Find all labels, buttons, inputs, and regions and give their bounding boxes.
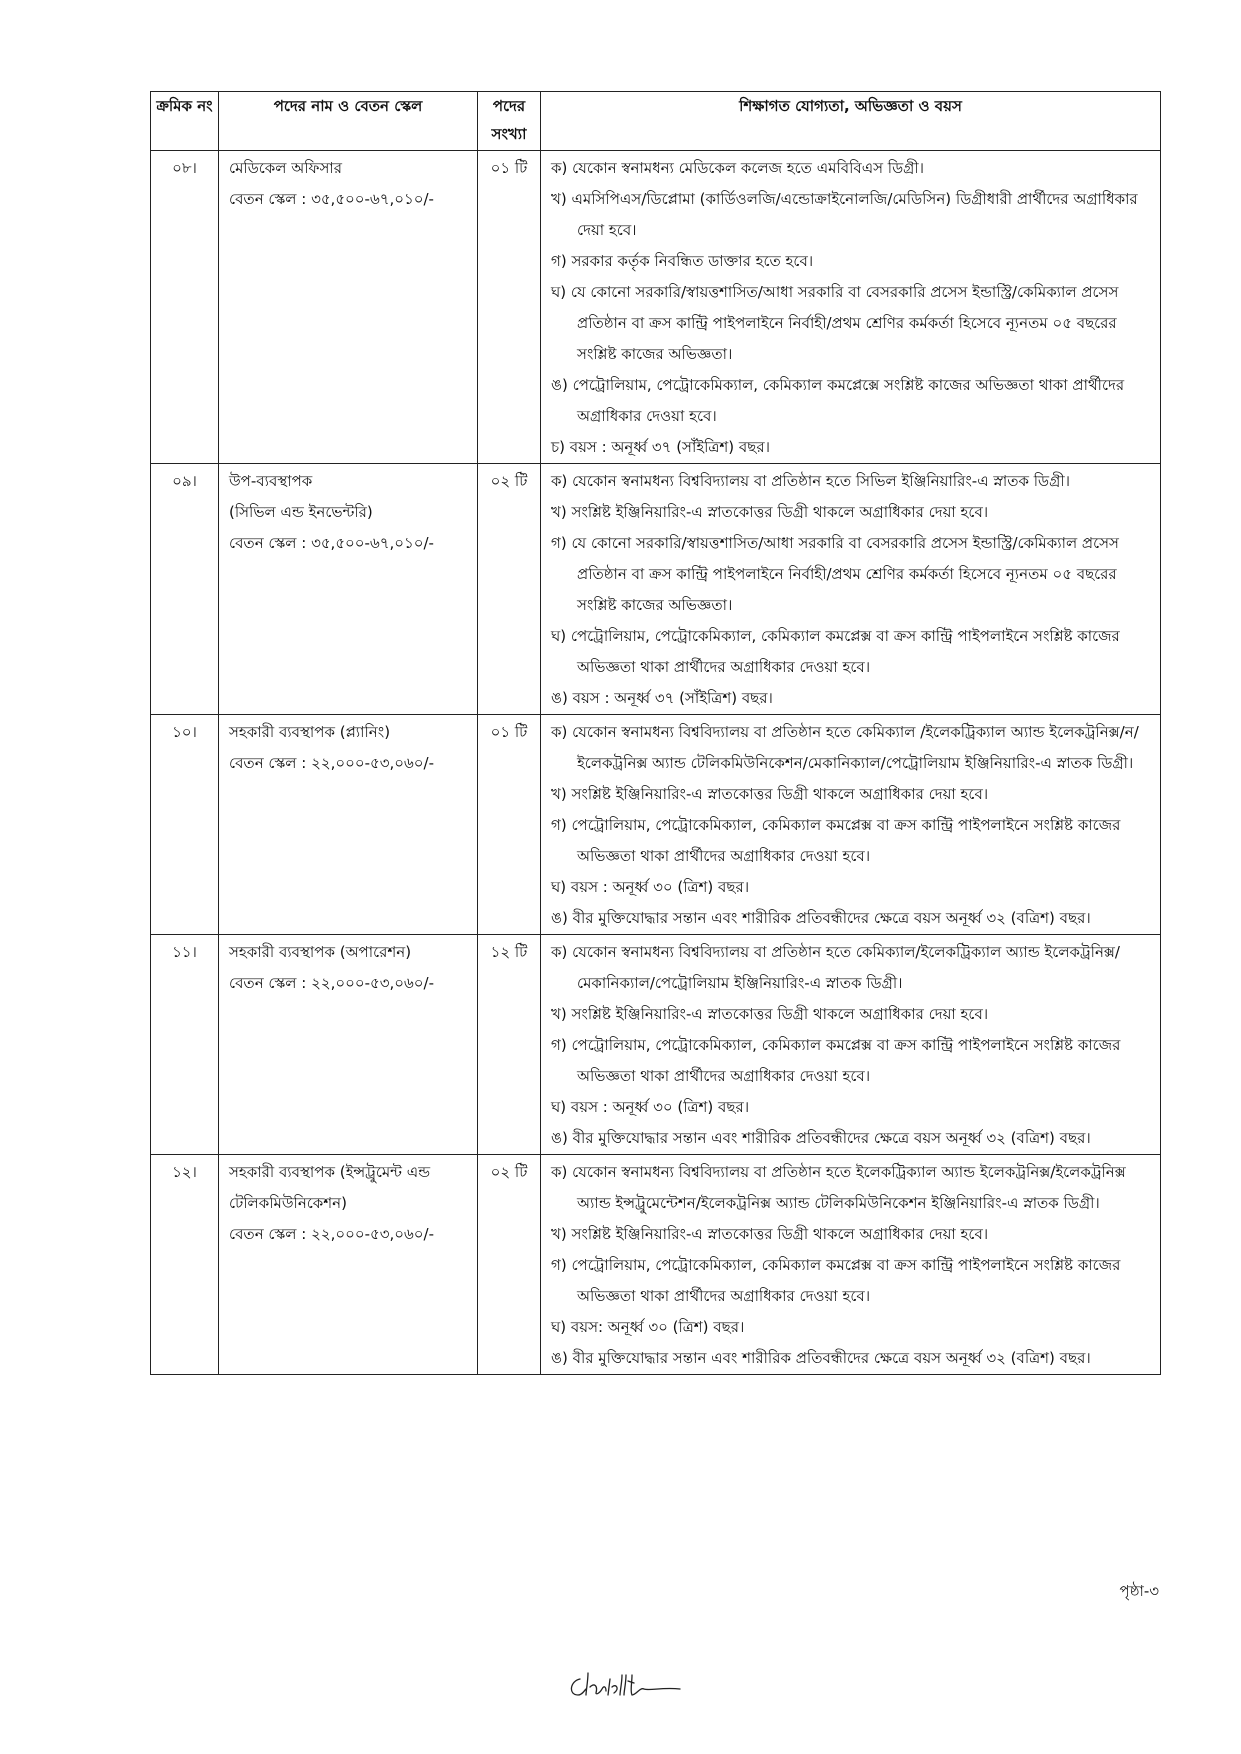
qualification-item: ঘ) পেট্রোলিয়াম, পেট্রোকেমিক্যাল, কেমিক্যাল কমপ্লেক্স বা ক্রস কান্ট্রি পাইপলাইনে সংশ্লিষ্ট কাজের অভিজ্ঞতা থাকা প্রার্থীদের অগ্রাধিকার দেওয়া হবে। [551,627,1120,676]
post-line: বেতন স্কেল : ২২,০০০-৫৩,০৬০/- [229,754,434,772]
post-line: (সিভিল এন্ড ইনভেন্টরি) [229,503,373,521]
qualification-item: খ) সংশ্লিষ্ট ইঞ্জিনিয়ারিং-এ স্নাতকোত্তর ডিগ্রী থাকলে অগ্রাধিকার দেয়া হবে। [551,1225,989,1243]
header-count: পদের সংখ্যা [478,92,541,151]
qualification-item: ঘ) বয়স : অনূর্ধ্ব ৩০ (ত্রিশ) বছর। [551,878,750,896]
table-row [151,1155,1161,1375]
qualification-item: ক) যেকোন স্বনামধন্য বিশ্ববিদ্যালয় বা প্রতিষ্ঠান হতে কেমিক্যাল /ইলেকট্রিক্যাল অ্যান্ড ইলেকট্রনিক্স/ন/ইলেকট্রনিক্স অ্যান্ড টেলিকমিউনিকেশন/মেকানিক্যাল/পেট্রোলিয়াম ইঞ্জিনিয়ারিং-এ স্নাতক ডিগ্রী। [551,723,1139,772]
table-header-row [151,92,1161,151]
row-post [219,715,478,935]
qualification-item: গ) পেট্রোলিয়াম, পেট্রোকেমিক্যাল, কেমিক্যাল কমপ্লেক্স বা ক্রস কান্ট্রি পাইপলাইনে সংশ্লিষ্ট কাজের অভিজ্ঞতা থাকা প্রার্থীদের অগ্রাধিকার দেওয়া হবে। [551,1036,1121,1085]
row-qualifications [541,715,1161,935]
row-qualifications [541,935,1161,1155]
qualification-item: ঘ) বয়স : অনূর্ধ্ব ৩০ (ত্রিশ) বছর। [551,1098,750,1116]
qualification-item: খ) সংশ্লিষ্ট ইঞ্জিনিয়ারিং-এ স্নাতকোত্তর ডিগ্রী থাকলে অগ্রাধিকার দেয়া হবে। [551,785,989,803]
qualification-item: ঙ) বয়স : অনূর্ধ্ব ৩৭ (সাঁইত্রিশ) বছর। [551,689,773,707]
qualification-item: গ) পেট্রোলিয়াম, পেট্রোকেমিক্যাল, কেমিক্যাল কমপ্লেক্স বা ক্রস কান্ট্রি পাইপলাইনে সংশ্লিষ্ট কাজের অভিজ্ঞতা থাকা প্রার্থীদের অগ্রাধিকার দেওয়া হবে। [551,816,1121,865]
qualification-item: ক) যেকোন স্বনামধন্য বিশ্ববিদ্যালয় বা প্রতিষ্ঠান হতে কেমিক্যাল/ইলেকট্রিক্যাল অ্যান্ড ইলেকট্রনিক্স/মেকানিক্যাল/পেট্রোলিয়াম ইঞ্জিনিয়ারিং-এ স্নাতক ডিগ্রী। [551,943,1120,992]
row-count: ০১ টি [478,151,541,464]
post-line: সহকারী ব্যবস্থাপক (ইন্সট্রুমেন্ট এন্ড [229,1163,431,1181]
qualification-item: ঙ) বীর মুক্তিযোদ্ধার সন্তান এবং শারীরিক প্রতিবন্ধীদের ক্ষেত্রে বয়স অনূর্ধ্ব ৩২ (বত্রিশ) বছর। [551,1349,1091,1367]
row-serial: ১১। [151,935,219,1155]
qualification-item: গ) যে কোনো সরকারি/স্বায়ত্তশাসিত/আধা সরকারি বা বেসরকারি প্রসেস ইন্ডাস্ট্রি/কেমিক্যাল প্রসেস প্রতিষ্ঠান বা ক্রস কান্ট্রি পাইপলাইনে নির্বাহী/প্রথম শ্রেণির কর্মকর্তা হিসেবে ন্যূনতম ০৫ বছরের সংশ্লিষ্ট কাজের অভিজ্ঞতা। [551,534,1119,614]
qualification-item: ক) যেকোন স্বনামধন্য মেডিকেল কলেজ হতে এমবিবিএস ডিগ্রী। [551,159,925,177]
table-row [151,464,1161,715]
qualification-item: ঙ) বীর মুক্তিযোদ্ধার সন্তান এবং শারীরিক প্রতিবন্ধীদের ক্ষেত্রে বয়স অনূর্ধ্ব ৩২ (বত্রিশ) বছর। [551,1129,1091,1147]
row-serial: ০৯। [151,464,219,715]
row-serial: ১২। [151,1155,219,1375]
post-line: উপ-ব্যবস্থাপক [229,472,313,490]
post-line: বেতন স্কেল : ২২,০০০-৫৩,০৬০/- [229,1225,434,1243]
qualification-item: খ) সংশ্লিষ্ট ইঞ্জিনিয়ারিং-এ স্নাতকোত্তর ডিগ্রী থাকলে অগ্রাধিকার দেয়া হবে। [551,503,989,521]
qualification-item: খ) সংশ্লিষ্ট ইঞ্জিনিয়ারিং-এ স্নাতকোত্তর ডিগ্রী থাকলে অগ্রাধিকার দেয়া হবে। [551,1005,989,1023]
qualification-item: চ) বয়স : অনূর্ধ্ব ৩৭ (সাঁইত্রিশ) বছর। [551,438,770,456]
header-qualification: শিক্ষাগত যোগ্যতা, অভিজ্ঞতা ও বয়স [541,92,1161,151]
row-post [219,151,478,464]
post-line: মেডিকেল অফিসার [229,159,342,177]
signature [562,1665,692,1705]
post-line: বেতন স্কেল : ২২,০০০-৫৩,০৬০/- [229,974,434,992]
qualification-item: ঙ) বীর মুক্তিযোদ্ধার সন্তান এবং শারীরিক প্রতিবন্ধীদের ক্ষেত্রে বয়স অনূর্ধ্ব ৩২ (বত্রিশ) বছর। [551,909,1091,927]
post-line: বেতন স্কেল : ৩৫,৫০০-৬৭,০১০/- [229,190,434,208]
qualification-item: ঙ) পেট্রোলিয়াম, পেট্রোকেমিক্যাল, কেমিক্যাল কমপ্লেক্সে সংশ্লিষ্ট কাজের অভিজ্ঞতা থাকা প্রার্থীদের অগ্রাধিকার দেওয়া হবে। [551,376,1125,425]
post-line: সহকারী ব্যবস্থাপক (প্ল্যানিং) [229,723,391,741]
post-line: সহকারী ব্যবস্থাপক (অপারেশন) [229,943,412,961]
qualification-item: ক) যেকোন স্বনামধন্য বিশ্ববিদ্যালয় বা প্রতিষ্ঠান হতে সিভিল ইঞ্জিনিয়ারিং-এ স্নাতক ডিগ্রী। [551,472,1070,490]
row-qualifications [541,464,1161,715]
page-number: পৃষ্ঠা-৩ [1119,1582,1159,1600]
qualification-item: ঘ) যে কোনো সরকারি/স্বায়ত্তশাসিত/আধা সরকারি বা বেসরকারি প্রসেস ইন্ডাস্ট্রি/কেমিক্যাল প্রসেস প্রতিষ্ঠান বা ক্রস কান্ট্রি পাইপলাইনে নির্বাহী/প্রথম শ্রেণির কর্মকর্তা হিসেবে ন্যূনতম ০৫ বছরের সংশ্লিষ্ট কাজের অভিজ্ঞতা। [551,283,1119,363]
row-count: ০২ টি [478,1155,541,1375]
table-row [151,935,1161,1155]
header-serial: ক্রমিক নং [151,92,219,151]
header-post: পদের নাম ও বেতন স্কেল [219,92,478,151]
row-count: ০২ টি [478,464,541,715]
qualification-item: খ) এমসিপিএস/ডিপ্লোমা (কার্ডিওলজি/এন্ডোক্রাইনোলজি/মেডিসিন) ডিগ্রীধারী প্রার্থীদের অগ্রাধিকার দেয়া হবে। [551,190,1138,239]
row-qualifications [541,151,1161,464]
row-serial: ০৮। [151,151,219,464]
job-requirements-table [150,91,1161,1375]
row-count: ০১ টি [478,715,541,935]
row-count: ১২ টি [478,935,541,1155]
qualification-item: গ) সরকার কর্তৃক নিবন্ধিত ডাক্তার হতে হবে। [551,252,814,270]
qualification-item: ঘ) বয়স: অনূর্ধ্ব ৩০ (ত্রিশ) বছর। [551,1318,745,1336]
row-post [219,935,478,1155]
table-row [151,715,1161,935]
row-post [219,464,478,715]
table-row [151,151,1161,464]
row-post [219,1155,478,1375]
qualification-item: গ) পেট্রোলিয়াম, পেট্রোকেমিক্যাল, কেমিক্যাল কমপ্লেক্স বা ক্রস কান্ট্রি পাইপলাইনে সংশ্লিষ্ট কাজের অভিজ্ঞতা থাকা প্রার্থীদের অগ্রাধিকার দেওয়া হবে। [551,1256,1121,1305]
post-line: বেতন স্কেল : ৩৫,৫০০-৬৭,০১০/- [229,534,434,552]
post-line: টেলিকমিউনিকেশন) [229,1194,347,1212]
row-serial: ১০। [151,715,219,935]
table-body [151,151,1161,1375]
qualification-item: ক) যেকোন স্বনামধন্য বিশ্ববিদ্যালয় বা প্রতিষ্ঠান হতে ইলেকট্রিক্যাল অ্যান্ড ইলেকট্রনিক্স/ইলেকট্রনিক্স অ্যান্ড ইন্সট্রুমেন্টেশন/ইলেকট্রনিক্স অ্যান্ড টেলিকমিউনিকেশন ইঞ্জিনিয়ারিং-এ স্নাতক ডিগ্রী। [551,1163,1126,1212]
row-qualifications [541,1155,1161,1375]
